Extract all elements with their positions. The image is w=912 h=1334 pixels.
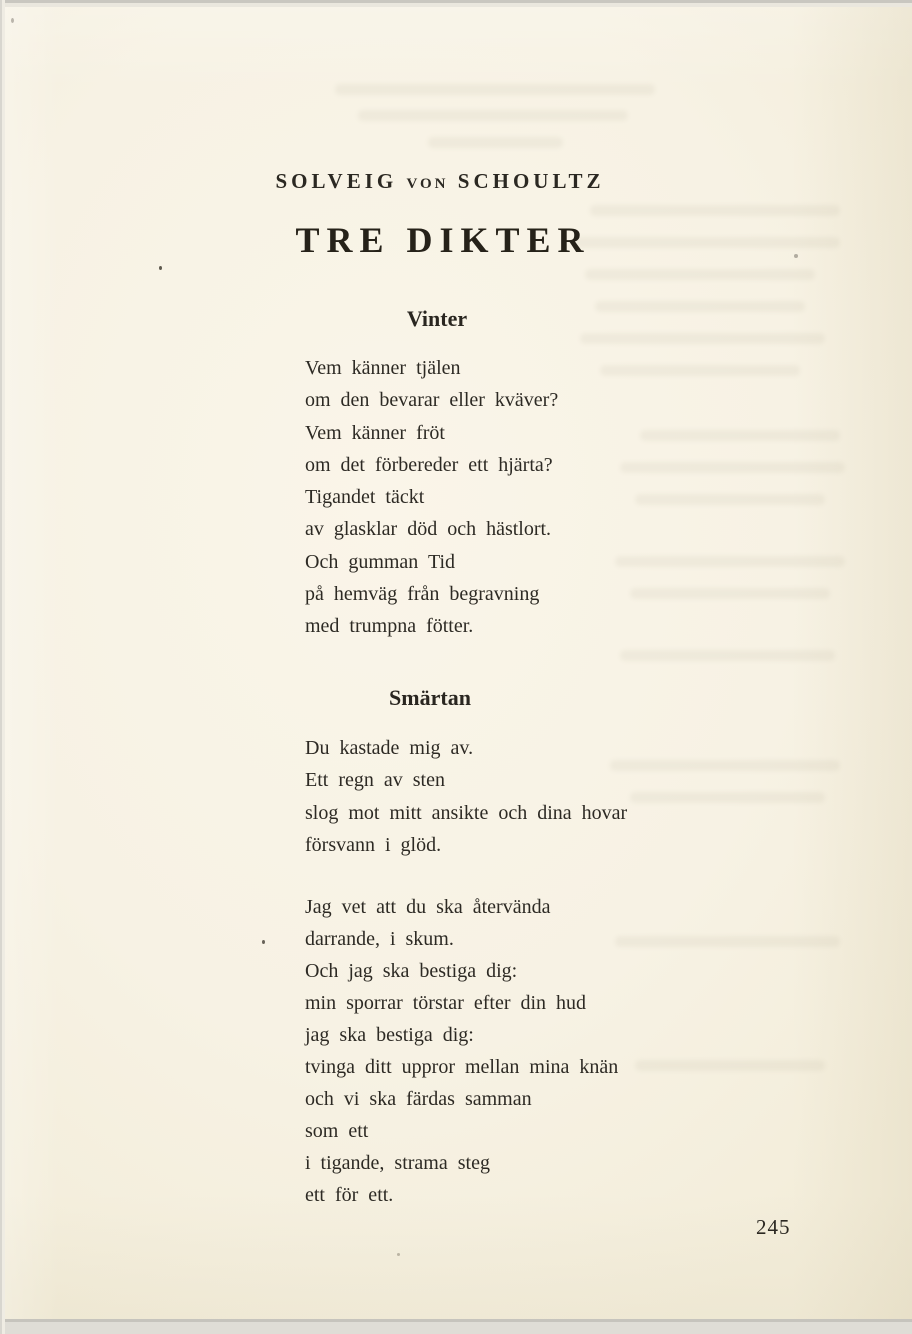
poem-line: min sporrar törstar efter din hud bbox=[305, 992, 587, 1014]
poem-stanza bbox=[305, 891, 725, 1211]
poem-line: som ett bbox=[305, 1120, 369, 1142]
poem-heading-smartan: Smärtan bbox=[389, 685, 471, 710]
poem-line: Ett regn av sten bbox=[305, 769, 445, 792]
poem-line: försvann i glöd. bbox=[305, 833, 442, 856]
author-first-name: SOLVEIG bbox=[275, 169, 398, 193]
scan-edge-top bbox=[0, 0, 912, 3]
poem-stanza bbox=[305, 352, 725, 643]
poem-line: i tigande, strama steg bbox=[305, 1152, 490, 1174]
poem-stanza bbox=[305, 732, 725, 861]
poem-line: Jag vet att du ska återvända bbox=[305, 896, 551, 918]
poem-line: på hemväg från begravning bbox=[305, 583, 540, 606]
poem-line: om den bevarar eller kväver? bbox=[305, 389, 559, 412]
scan-edge-bottom bbox=[0, 1322, 912, 1334]
poem-line: ett för ett. bbox=[305, 1184, 394, 1206]
poem-line: om det förbereder ett hjärta? bbox=[305, 453, 553, 476]
page-title: TRE DIKTER bbox=[295, 220, 591, 260]
poem-line: Och gumman Tid bbox=[305, 550, 456, 573]
poem-line: Vem känner tjälen bbox=[305, 357, 461, 379]
scan-edge-left bbox=[2, 0, 5, 1334]
poem-line: slog mot mitt ansikte och dina hovar bbox=[305, 801, 628, 824]
page-number: 245 bbox=[756, 1215, 791, 1239]
poem-line: tvinga ditt uppror mellan mina knän bbox=[305, 1056, 619, 1078]
author-name bbox=[0, 169, 896, 194]
scan-edge-top bbox=[0, 3, 912, 7]
author-last-name: SCHOULTZ bbox=[457, 169, 605, 193]
poem-line: Du kastade mig av. bbox=[305, 737, 474, 759]
poem-line: med trumpna fötter. bbox=[305, 615, 474, 638]
poem-heading-vinter: Vinter bbox=[406, 306, 468, 331]
scan-edge-left bbox=[0, 0, 2, 1334]
poem-line: darrande, i skum. bbox=[305, 928, 454, 950]
poem-line: Tigandet täckt bbox=[305, 486, 425, 509]
poem-line: Och jag ska bestiga dig: bbox=[305, 960, 518, 982]
poem-line: jag ska bestiga dig: bbox=[305, 1024, 474, 1046]
poem-line: och vi ska färdas samman bbox=[305, 1088, 532, 1110]
poem-line: av glasklar död och hästlort. bbox=[305, 518, 552, 541]
scan-edge-bottom bbox=[0, 1319, 912, 1322]
author-particle: VON bbox=[406, 176, 449, 192]
poem-line: Vem känner fröt bbox=[305, 421, 445, 444]
